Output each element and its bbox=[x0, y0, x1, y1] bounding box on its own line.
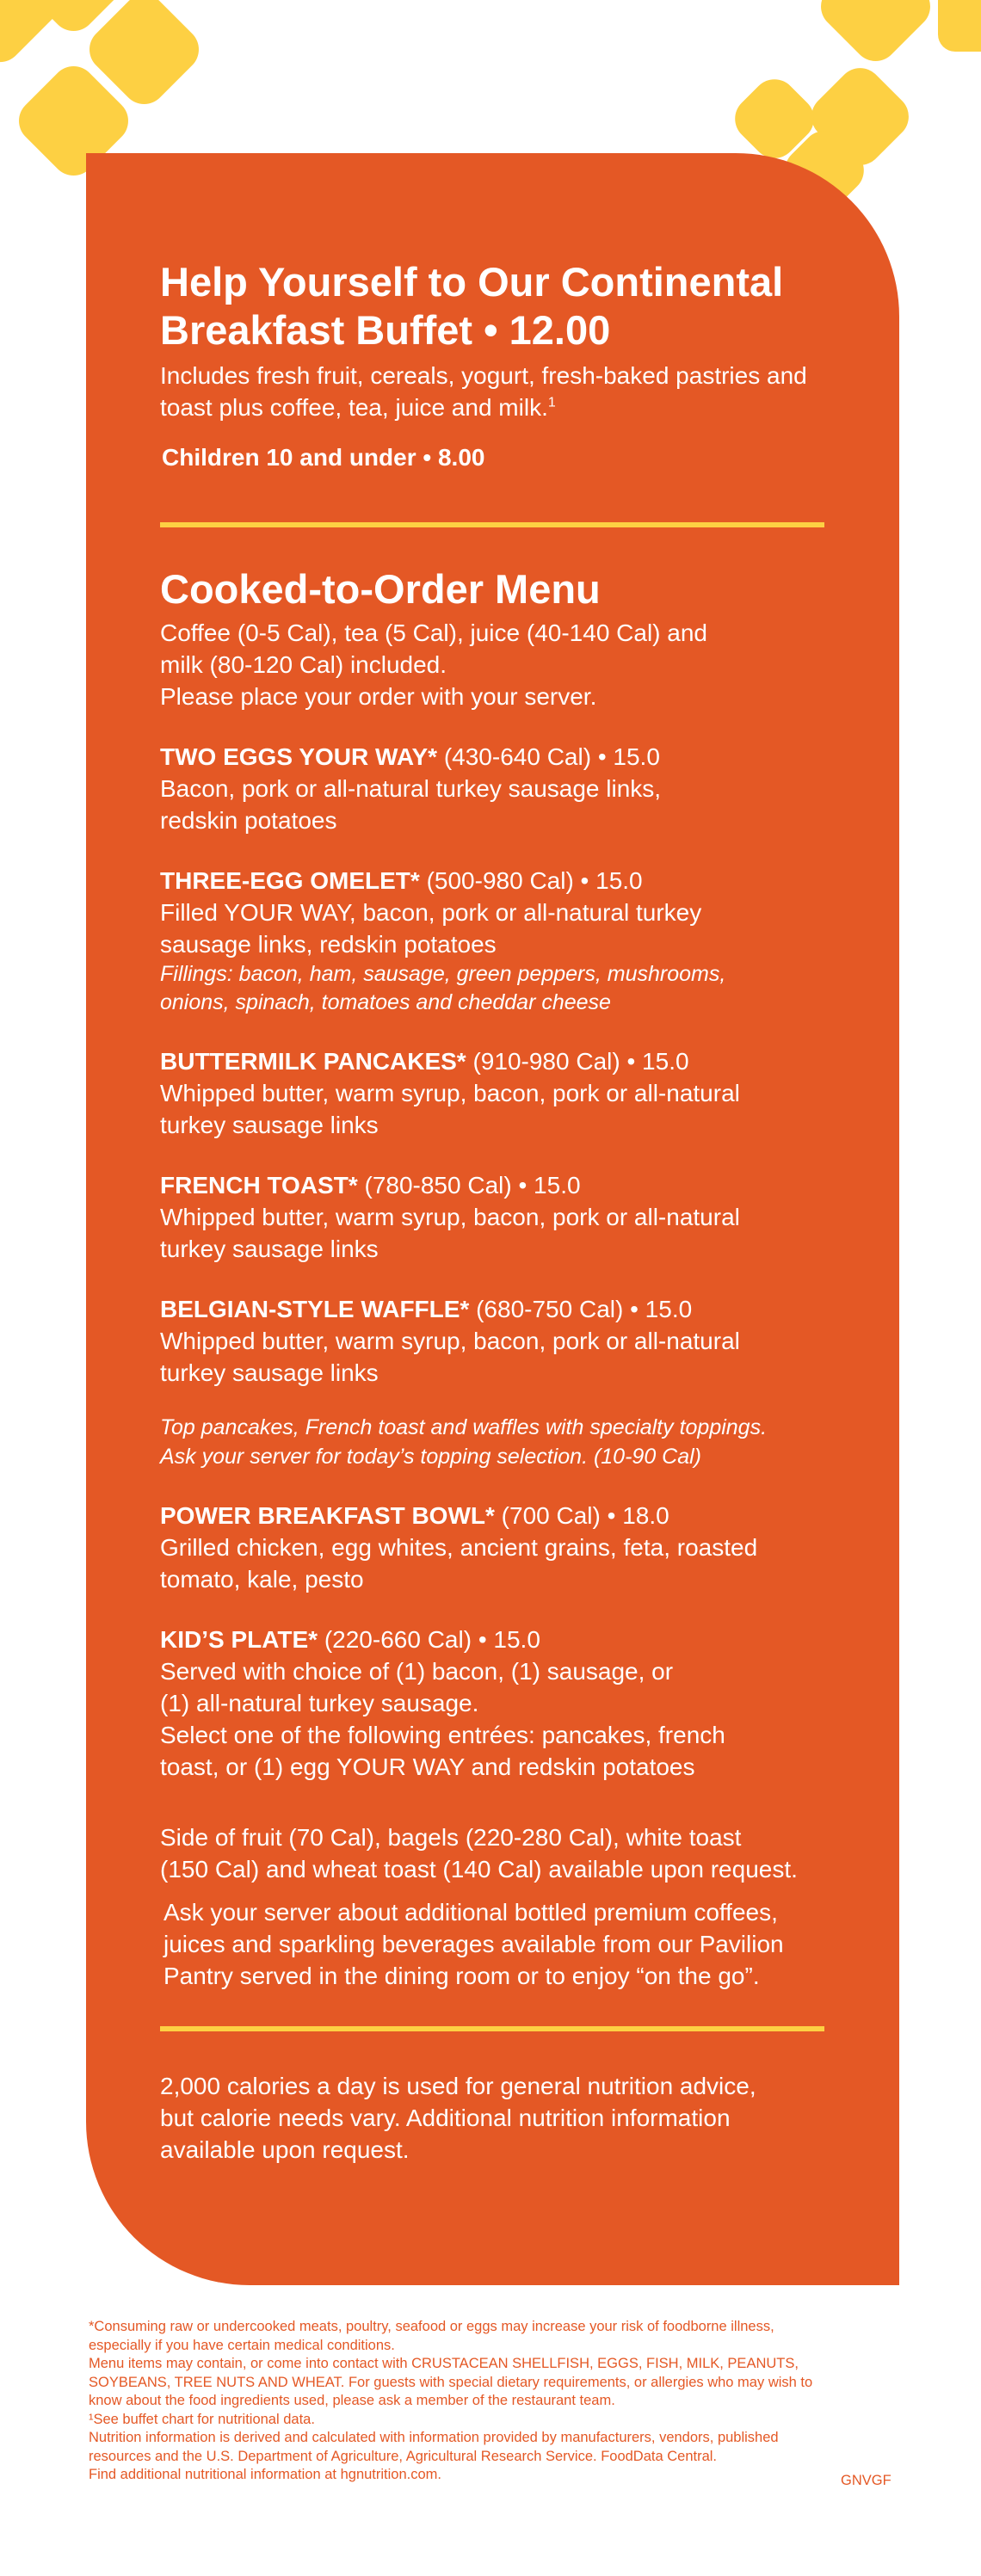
beverages-line-1: Ask your server about additional bottled premium coffees, bbox=[164, 1899, 778, 1926]
buffet-title bbox=[160, 258, 831, 354]
item-desc-line-2: turkey sausage links bbox=[160, 1359, 379, 1386]
item-price: (910-980 Cal) • 15.0 bbox=[466, 1048, 689, 1075]
menu-item bbox=[160, 741, 831, 836]
beverages-line-2: juices and sparkling beverages available from our Pavilion bbox=[164, 1931, 784, 1957]
footnote-marker: 1 bbox=[547, 395, 556, 410]
nutrition-source-line: resources and the U.S. Department of Agriculture, Agricultural Research Service. FoodData Central. bbox=[89, 2448, 718, 2464]
beverages-note bbox=[164, 1896, 831, 1992]
buffet-desc-text: toast plus coffee, tea, juice and milk. bbox=[160, 394, 548, 421]
nutrition-source-line: Nutrition information is derived and calculated with information provided by manufacturers, vendors, published bbox=[89, 2430, 779, 2445]
sides-line-2: (150 Cal) and wheat toast (140 Cal) available upon request. bbox=[160, 1856, 798, 1883]
item-desc-line-1: Served with choice of (1) bacon, (1) sausage, or bbox=[160, 1658, 674, 1685]
item-desc-line-1: Whipped butter, warm syrup, bacon, pork or all-natural bbox=[160, 1080, 740, 1106]
item-price: (700 Cal) • 18.0 bbox=[494, 1502, 669, 1529]
item-desc-line-2: (1) all-natural turkey sausage. bbox=[160, 1690, 479, 1716]
buffet-desc-line-2 bbox=[160, 391, 831, 423]
nutrition-note bbox=[160, 2070, 831, 2166]
item-fillings-line-2: onions, spinach, tomatoes and cheddar cheese bbox=[160, 990, 611, 1014]
item-name: POWER BREAKFAST BOWL* bbox=[160, 1502, 495, 1529]
toppings-line-2: Ask your server for today’s topping selection. (10-90 Cal) bbox=[160, 1445, 702, 1469]
buffet-title-line-1: Help Yourself to Our Continental bbox=[160, 259, 784, 305]
item-desc-line-2: sausage links, redskin potatoes bbox=[160, 931, 497, 958]
buffet-description bbox=[160, 360, 831, 423]
menu-item bbox=[160, 1624, 831, 1783]
item-price: (680-750 Cal) • 15.0 bbox=[469, 1296, 693, 1322]
decor-diamond-top-right-1 bbox=[811, 0, 939, 71]
menu-code: GNVGF bbox=[841, 2473, 892, 2488]
menu-intro bbox=[160, 617, 831, 712]
item-price: (500-980 Cal) • 15.0 bbox=[419, 867, 643, 894]
nutrition-line-3: available upon request. bbox=[160, 2136, 410, 2163]
children-price: Children 10 and under • 8.00 bbox=[162, 444, 485, 471]
buffet-section bbox=[160, 258, 831, 473]
item-desc-line-1: Bacon, pork or all-natural turkey sausage links, bbox=[160, 775, 662, 802]
allergen-line: SOYBEANS, TREE NUTS AND WHEAT. For guests with special dietary requirements, or allergies who may wish to bbox=[89, 2374, 813, 2390]
item-price: (220-660 Cal) • 15.0 bbox=[318, 1626, 540, 1653]
item-name: BELGIAN-STYLE WAFFLE* bbox=[160, 1296, 470, 1322]
menu-item bbox=[160, 865, 831, 1017]
item-price: (780-850 Cal) • 15.0 bbox=[357, 1172, 581, 1199]
item-name: TWO EGGS YOUR WAY* bbox=[160, 743, 438, 770]
menu-item bbox=[160, 1500, 831, 1595]
item-desc-line-2: redskin potatoes bbox=[160, 807, 337, 834]
beverages-line-3: Pantry served in the dining room or to enjoy “on the go”. bbox=[164, 1963, 760, 1989]
nutrition-line-2: but calorie needs vary. Additional nutrition information bbox=[160, 2105, 731, 2131]
decor-diamond-top-right-2 bbox=[938, 0, 981, 52]
menu-intro-line-2: milk (80-120 Cal) included. bbox=[160, 651, 447, 678]
divider bbox=[160, 2026, 824, 2031]
item-desc-line-1: Whipped butter, warm syrup, bacon, pork or all-natural bbox=[160, 1328, 740, 1354]
menu-item bbox=[160, 1169, 831, 1265]
disclaimer-line: especially if you have certain medical conditions. bbox=[89, 2337, 395, 2353]
item-desc-line-2: tomato, kale, pesto bbox=[160, 1566, 364, 1593]
menu-content bbox=[160, 258, 831, 2166]
footer-disclaimer bbox=[89, 2318, 898, 2485]
item-desc-line-4: toast, or (1) egg YOUR WAY and redskin potatoes bbox=[160, 1753, 695, 1780]
menu-item bbox=[160, 1045, 831, 1141]
item-name: KID’S PLATE* bbox=[160, 1626, 318, 1653]
buffet-desc-line-1: Includes fresh fruit, cereals, yogurt, fresh-baked pastries and bbox=[160, 362, 807, 389]
item-desc-line-1: Whipped butter, warm syrup, bacon, pork or all-natural bbox=[160, 1204, 740, 1230]
menu-item bbox=[160, 1293, 831, 1389]
menu-title: Cooked-to-Order Menu bbox=[160, 566, 601, 612]
nutrition-line-1: 2,000 calories a day is used for general nutrition advice, bbox=[160, 2073, 756, 2099]
toppings-line-1: Top pancakes, French toast and waffles with specialty toppings. bbox=[160, 1415, 768, 1439]
item-desc-line-2: turkey sausage links bbox=[160, 1112, 379, 1138]
item-name: BUTTERMILK PANCAKES* bbox=[160, 1048, 466, 1075]
item-fillings-line-1: Fillings: bacon, ham, sausage, green peppers, mushrooms, bbox=[160, 962, 726, 986]
cooked-to-order-section bbox=[160, 565, 831, 1992]
allergen-line: Menu items may contain, or come into contact with CRUSTACEAN SHELLFISH, EGGS, FISH, MILK, PEANUTS, bbox=[89, 2356, 799, 2371]
disclaimer-line: *Consuming raw or undercooked meats, poultry, seafood or eggs may increase your risk of foodborne illness, bbox=[89, 2319, 774, 2334]
nutrition-link-line: Find additional nutritional information at hgnutrition.com. bbox=[89, 2467, 441, 2482]
item-desc-line-1: Filled YOUR WAY, bacon, pork or all-natural turkey bbox=[160, 899, 702, 926]
toppings-note bbox=[160, 1413, 831, 1471]
item-name: FRENCH TOAST* bbox=[160, 1172, 358, 1199]
item-desc-line-3: Select one of the following entrées: pancakes, french bbox=[160, 1722, 725, 1748]
menu-intro-line-1: Coffee (0-5 Cal), tea (5 Cal), juice (40-140 Cal) and bbox=[160, 619, 708, 646]
item-price: (430-640 Cal) • 15.0 bbox=[437, 743, 660, 770]
sides-note bbox=[160, 1821, 831, 1885]
menu-intro-line-3: Please place your order with your server. bbox=[160, 683, 597, 710]
sides-line-1: Side of fruit (70 Cal), bagels (220-280 Cal), white toast bbox=[160, 1824, 742, 1851]
item-desc-line-1: Grilled chicken, egg whites, ancient grains, feta, roasted bbox=[160, 1534, 758, 1561]
allergen-line: know about the food ingredients used, please ask a member of the restaurant team. bbox=[89, 2393, 615, 2408]
item-desc-line-2: turkey sausage links bbox=[160, 1236, 379, 1262]
divider bbox=[160, 522, 824, 527]
footnote-line: ¹See buffet chart for nutritional data. bbox=[89, 2411, 315, 2427]
item-name: THREE-EGG OMELET* bbox=[160, 867, 420, 894]
buffet-title-line-2: Breakfast Buffet • 12.00 bbox=[160, 307, 611, 353]
